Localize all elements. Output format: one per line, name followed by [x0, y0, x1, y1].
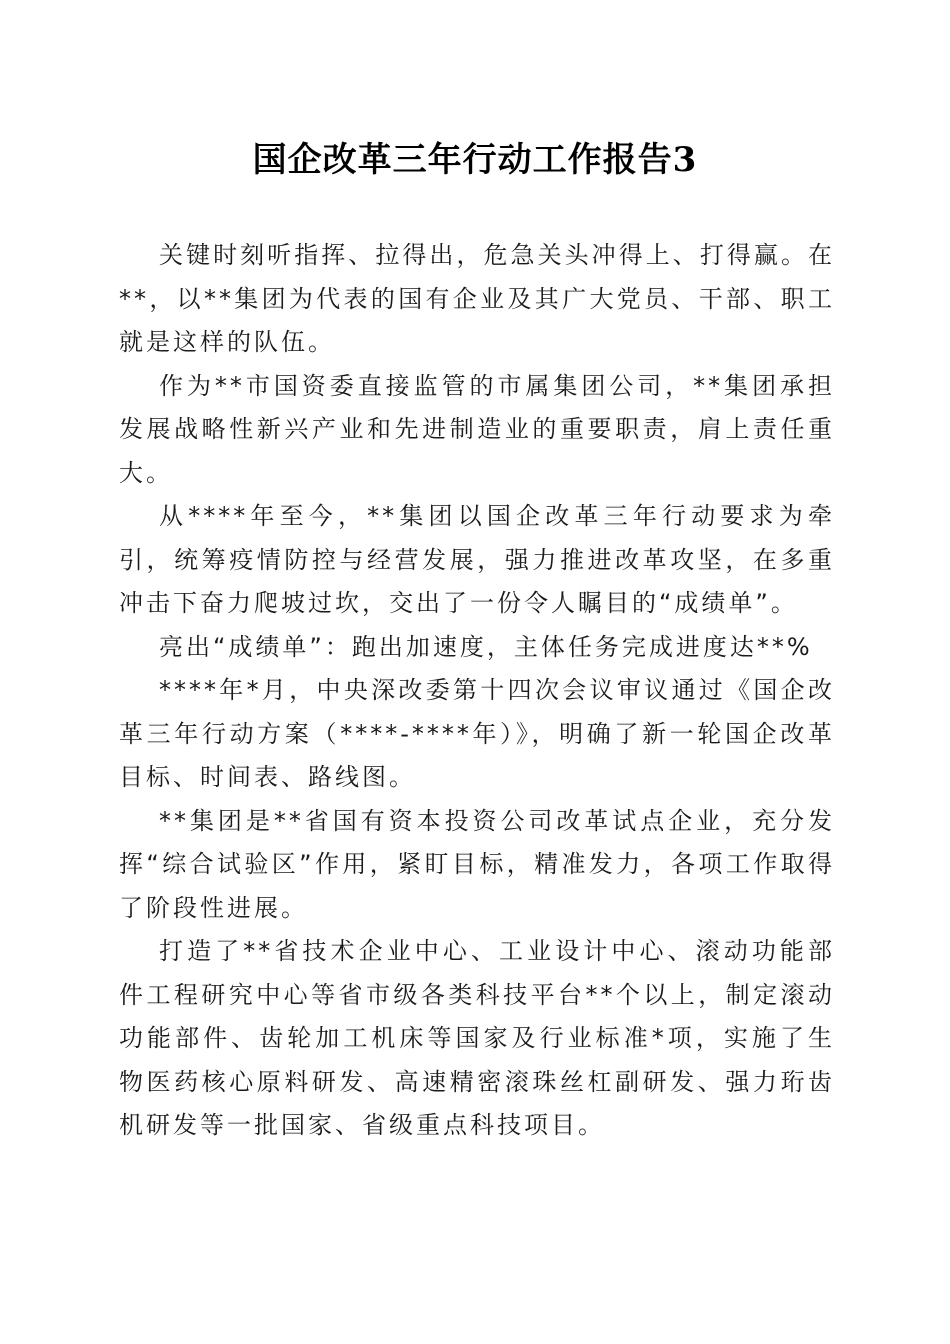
document-body: [119, 234, 835, 1148]
paragraph: 作为**市国资委直接监管的市属集团公司，**集团承担发展战略性新兴产业和先进制造业的重要职责，肩上责任重大。: [119, 371, 835, 487]
paragraph: ****年*月，中央深改委第十四次会议审议通过《国企改革三年行动方案（****-****年）》，明确了新一轮国企改革目标、时间表、路线图。: [119, 676, 835, 791]
paragraph: **集团是**省国有资本投资公司改革试点企业，充分发挥“综合试验区”作用，紧盯目标，精准发力，各项工作取得了阶段性进展。: [119, 806, 835, 922]
paragraph: 打造了**省技术企业中心、工业设计中心、滚动功能部件工程研究中心等省市级各类科技平台**个以上，制定滚动功能部件、齿轮加工机床等国家及行业标准*项，实施了生物医药核心原料研发、高速精密滚珠丝杠副研发、强力珩齿机研发等一批国家、省级重点科技项目。: [119, 937, 835, 1139]
section-heading: 亮出“成绩单”：跑出加速度，主体任务完成进度达**%: [159, 632, 813, 661]
paragraph: 从****年至今，**集团以国企改革三年行动要求为牵引，统筹疫情防控与经营发展，强力推进改革攻坚，在多重冲击下奋力爬坡过坎，交出了一份令人瞩目的“成绩单”。: [119, 502, 835, 617]
page-title: 国企改革三年行动工作报告3: [252, 140, 698, 180]
paragraph: 关键时刻听指挥、拉得出，危急关头冲得上、打得赢。在**，以**集团为代表的国有企业及其广大党员、干部、职工就是这样的队伍。: [119, 241, 835, 356]
